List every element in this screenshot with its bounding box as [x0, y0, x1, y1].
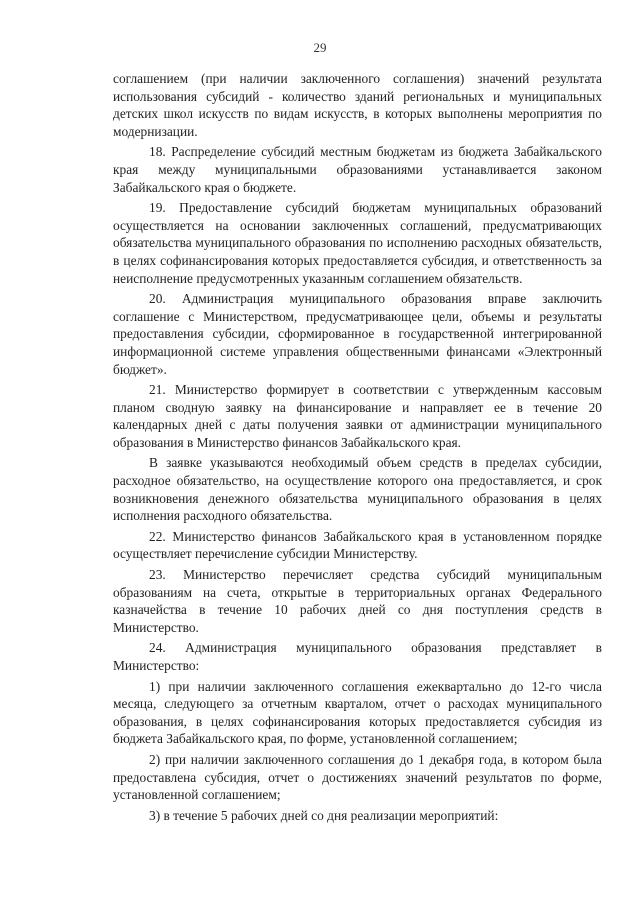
- paragraph-24-item-2: 2) при наличии заключенного соглашения до 1 декабря года, в котором была предоставлена субсидия, отчет о достижениях значений результатов по форме, установленной соглашением;: [113, 751, 602, 803]
- paragraph-24-item-1: 1) при наличии заключенного соглашения ежеквартально до 12-го числа месяца, следующего за отчетным кварталом, отчет о расходах муниципального образования, в целях софинансирования которых предоставляется субсидия из бюджета Забайкальского края, по форме, установленной соглашением;: [113, 678, 602, 747]
- paragraph-18: 18. Распределение субсидий местным бюджетам из бюджета Забайкальского края между муниципальными образованиями устанавливается законом Забайкальского края о бюджете.: [113, 144, 602, 195]
- page-number: 29: [313, 40, 327, 55]
- paragraph-19: 19. Предоставление субсидий бюджетам муниципальных образований осуществляется на основании заключенных соглашений, предусматривающих обязательства муниципального образования по исполнению расходных обязательств, в целях софинансирования которых предоставляется субсидия, и ответственность за неисполнение предусмотренных указанным соглашением обязательств.: [113, 200, 602, 286]
- paragraph-23: 23. Министерство перечисляет средства субсидий муниципальным образованиям на счета, открытые в территориальных органах Федерального казначейства в течение 10 рабочих дней со дня поступления средств в Министерство.: [113, 567, 602, 635]
- paragraph-21-application: В заявке указываются необходимый объем средств в пределах субсидии, расходное обязательство, на осуществление которого она предоставляется, и срок возникновения денежного обязательства муниципального образования в целях исполнения расходного обязательства.: [113, 455, 602, 524]
- paragraph-24: 24. Администрация муниципального образования представляет в Министерство:: [113, 640, 602, 673]
- paragraph-24-item-3: 3) в течение 5 рабочих дней со дня реализации мероприятий:: [149, 807, 499, 823]
- document-body: [113, 70, 602, 824]
- paragraph-20: 20. Администрация муниципального образования вправе заключить соглашение с Министерством, предусматривающее цели, объемы и результаты предоставления субсидии, сформированное в государственной интегрированной информационной системе управления общественными финансами «Электронный бюджет».: [113, 291, 602, 377]
- paragraph-continuation: соглашением (при наличии заключенного соглашения) значений результата использования субсидий - количество зданий региональных и муниципальных детских школ искусств по видам искусств, в которых выполнены мероприятия по модернизации.: [113, 71, 602, 139]
- paragraph-21: 21. Министерство формирует в соответствии с утвержденным кассовым планом сводную заявку на финансирование и направляет ее в течение 20 календарных дней с даты получения заявки от администрации муниципального образования в Министерство финансов Забайкальского края.: [113, 382, 602, 450]
- paragraph-22: 22. Министерство финансов Забайкальского края в установленном порядке осуществляет перечисление субсидии Министерству.: [113, 528, 602, 562]
